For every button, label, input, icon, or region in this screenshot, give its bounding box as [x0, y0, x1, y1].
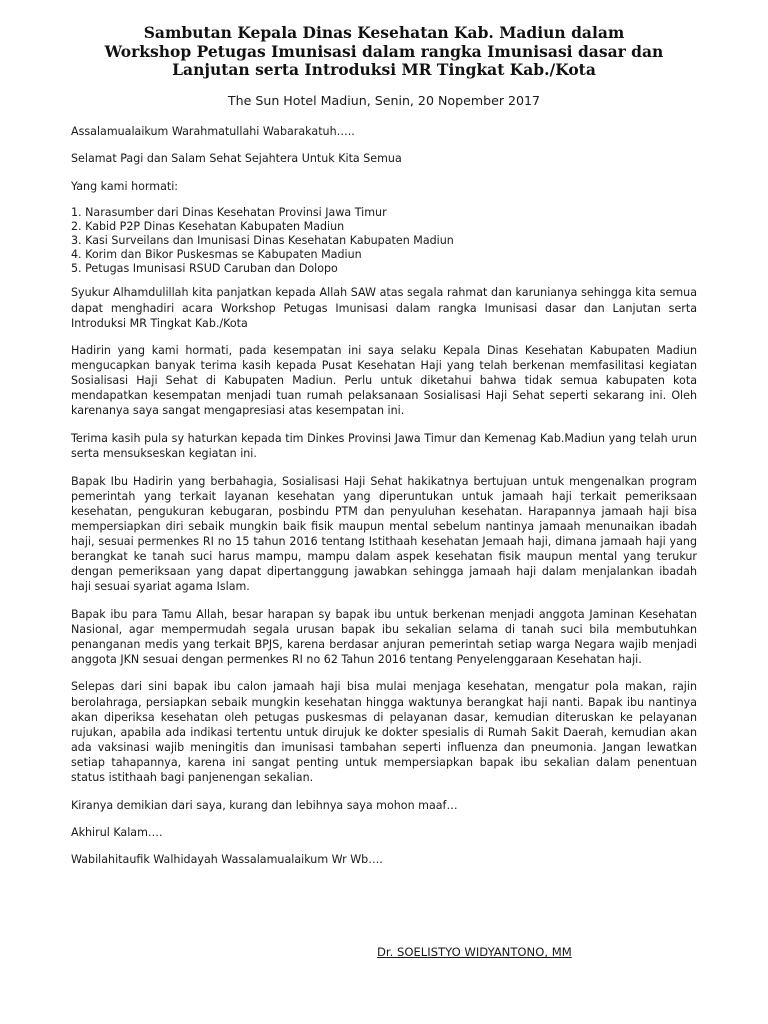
paragraph: Hadirin yang kami hormati, pada kesempatan ini saya selaku Kepala Dinas Kesehatan Kabupaten Madiun mengucapkan banyak terima kasih kepada Pusat Kesehatan Haji yang telah berkenan memfasilitasi kegiatan Sosialisasi Haji Sehat di Kabupaten Madiun. Perlu untuk diketahui bahwa tidak semua kabupaten kota mendapatkan kesempatan menjadi tuan rumah pelaksanaan Sosialisasi Haji Sehat seperti sekarang ini. Oleh karenanya saya sangat mengapresiasi atas kesempatan ini. — [71, 344, 697, 418]
document-title — [60, 24, 708, 80]
speech-body — [71, 124, 697, 880]
paragraph: Syukur Alhamdulillah kita panjatkan kepada Allah SAW atas segala rahmat dan karunianya sehingga kita semua dapat menghadiri acara Workshop Petugas Imunisasi dalam rangka Imunisasi dasar dan Lanjutan serta Introduksi MR Tingkat Kab./Kota — [71, 286, 697, 330]
salutation: Selamat Pagi dan Salam Sehat Sejahtera Untuk Kita Semua — [71, 152, 402, 166]
venue-date: The Sun Hotel Madiun, Senin, 20 Nopember 2017 — [227, 93, 541, 108]
respected-list — [71, 206, 697, 275]
title-line-1: Sambutan Kepala Dinas Kesehatan Kab. Madiun dalam — [143, 23, 625, 42]
greeting: Assalamualaikum Warahmatullahi Wabarakatuh….. — [71, 125, 355, 138]
paragraph: Terima kasih pula sy haturkan kepada tim Dinkes Provinsi Jawa Timur dan Kemenag Kab.Madiun yang telah urun serta mensukseskan kegiatan ini. — [71, 431, 697, 461]
list-item: 4. Korim dan Bikor Puskesmas se Kabupaten Madiun — [71, 247, 362, 261]
title-line-2: Workshop Petugas Imunisasi dalam rangka Imunisasi dasar dan — [104, 41, 664, 61]
title-line-3: Lanjutan serta Introduksi MR Tingkat Kab./Kota — [172, 60, 596, 79]
list-item: 2. Kabid P2P Dinas Kesehatan Kabupaten Madiun — [71, 220, 345, 234]
list-item: 3. Kasi Surveilans dan Imunisasi Dinas Kesehatan Kabupaten Madiun — [71, 234, 454, 248]
paragraph: Bapak ibu para Tamu Allah, besar harapan sy bapak ibu untuk berkenan menjadi anggota Jaminan Kesehatan Nasional, agar mempermudah segala urusan bapak ibu sekalian selama di tanah suci bila membutuhkan penanganan medis yang terkait BPJS, karena berdasar anjuran pemerintah setiap warga Negara wajib menjadi anggota JKN sesuai dengan permenkes RI no 62 Tahun 2016 tentang Penyelenggaraan Kesehatan haji. — [71, 607, 697, 666]
respected-label: Yang kami hormati: — [71, 179, 179, 193]
paragraph: Kiranya demikian dari saya, kurang dan lebihnya saya mohon maaf… — [71, 798, 458, 812]
signature-name: Dr. SOELISTYO WIDYANTONO, MM — [377, 945, 572, 959]
list-item: 1. Narasumber dari Dinas Kesehatan Provinsi Jawa Timur — [71, 206, 387, 220]
paragraph: Wabilahitaufik Walhidayah Wassalamualaikum Wr Wb…. — [71, 853, 383, 867]
paragraph: Selepas dari sini bapak ibu calon jamaah haji bisa mulai menjaga kesehatan, mengatur pola makan, rajin berolahraga, persiapkan sebaik mungkin kesehatan hingga waktunya berangkat haji nanti. Bapak ibu nantinya akan diperiksa kesehatan oleh petugas puskesmas di pelayanan dasar, kemudian diteruskan ke pelayanan rujukan, apabila ada indikasi tertentu untuk dirujuk ke dokter spesialis di Rumah Sakit Daerah, kemudian akan ada vaksinasi wajib meningitis dan imunisasi tambahan seperti influenza dan pneumonia. Jangan lewatkan setiap tahapannya, karena ini sangat penting untuk mempersiapkan bapak ibu sekalian dalam penentuan status istithaah bagi panjenengan sekalian. — [71, 680, 697, 785]
list-item: 5. Petugas Imunisasi RSUD Caruban dan Dolopo — [71, 261, 338, 275]
paragraph: Bapak Ibu Hadirin yang berbahagia, Sosialisasi Haji Sehat hakikatnya bertujuan untuk mengenalkan program pemerintah yang terkait layanan kesehatan yang diperuntukan untuk jamaah haji terkait pemeriksaan kesehatan, pengukuran kebugaran, posbindu PTM dan penyuluhan kesehatan. Harapannya jamaah haji bisa mempersiapkan diri sebaik mungkin baik fisik maupun mental sebelum nantinya jamaah menunaikan ibadah haji, sesuai permenkes RI no 15 tahun 2016 tentang Istithaah kesehatan Jemaah haji, dimana jamaah haji yang berangkat ke tanah suci harus mampu, mampu dalam aspek kesehatan fisik maupun mental yang terukur dengan pemeriksaan yang dapat dipertanggung jawabkan sehingga jamaah haji dalam menjalankan ibadah haji sesuai syariat agama Islam. — [71, 474, 697, 594]
paragraph: Akhirul Kalam…. — [71, 825, 163, 839]
